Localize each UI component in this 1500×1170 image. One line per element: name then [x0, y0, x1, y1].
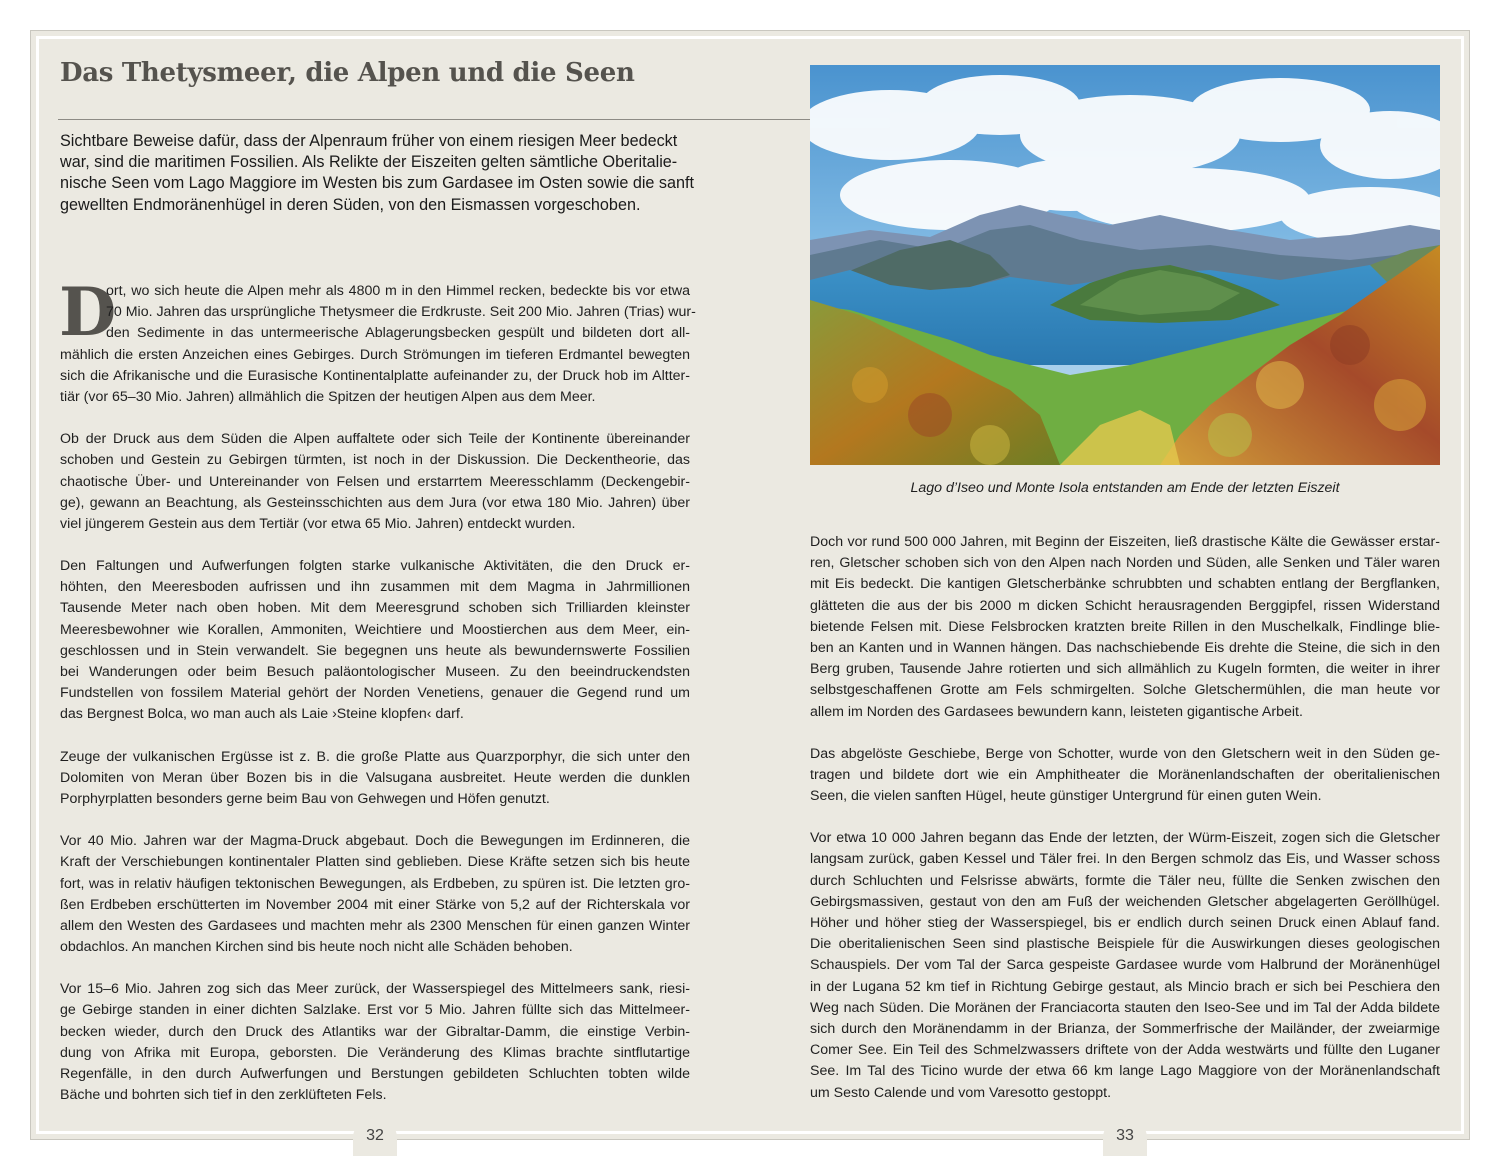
text-line: mit Eis bedeckt. Die kantigen Gletscherbänke schrubbten und schabten entlang der Bergflanken, — [810, 576, 1440, 593]
text-line: schoben und Gestein zu Gebirgen türmten, ist noch in der Diskussion. Die Deckentheorie, das — [60, 452, 690, 469]
text-line: Doch vor rund 500 000 Jahren, mit Beginn der Eiszeiten, ließ drastische Kälte die Gewässer erstar- — [810, 534, 1440, 550]
text-line: Porphyrplatten besonders gerne beim Bau von Gehwegen und Höfen genutzt. — [60, 790, 550, 807]
text-line: viel jüngerem Gestein aus dem Tertiär (vor etwa 65 Mio. Jahren) entdeckt wurden. — [60, 515, 576, 532]
text-line: Zeuge der vulkanischen Ergüsse ist z. B. die große Platte aus Quarzporphyr, die sich unter den — [60, 748, 690, 765]
body-paragraph — [60, 831, 690, 958]
text-line: bietende Felsen mit. Diese Felsbrocken kratzten breite Rillen in den Muschelkalk, Findlinge blie- — [810, 618, 1440, 635]
text-line: Fundstellen von fossilem Material gehört der Norden Venetiens, genauer die Gegend rund um — [60, 685, 690, 702]
text-line: 70 Mio. Jahren das ursprüngliche Thetysmeer die Erdkruste. Seit 200 Mio. Jahren (Trias) wur- — [106, 304, 696, 321]
text-line: ort, wo sich heute die Alpen mehr als 4800 m in den Himmel recken, bedeckte bis vor etwa — [106, 283, 690, 299]
text-line: sich die Afrikanische und die Eurasische Kontinentalplatte aufeinander zu, der Druck hob im Altter- — [60, 367, 690, 384]
page-number-left: 32 — [353, 1116, 397, 1156]
text-line: Berg gruben, Tausende Jahre rotierten und sich allmählich zu Kugeln formten, die weiter in ihrer — [810, 661, 1440, 678]
right-body-column — [810, 532, 1440, 1125]
text-line: Bäche und bohrten sich tief in den zerklüfteten Fels. — [60, 1087, 387, 1104]
text-line: den Sedimente in das untermeerische Ablagerungsbecken gespült und bildeten dort all- — [106, 325, 690, 342]
body-paragraph — [810, 532, 1440, 723]
text-line: geschlossen und in Stein verwandelt. Sie begegnen uns heute als bewundernswerte Fossilien — [60, 642, 690, 659]
body-paragraph — [59, 273, 696, 408]
text-line: Meeresbewohner wie Korallen, Ammoniten, Weichtiere und Moostierchen aus dem Meer, ein- — [60, 621, 690, 638]
text-line: Gebirgsmassiven, gestaut von den am Fuß der weichenden Gletscher abgelagerten Geröllhügel. — [810, 893, 1440, 910]
text-line: ren, Gletscher schoben sich von den Alpen nach Norden und Süden, alle Senken und Täler waren — [810, 555, 1440, 572]
text-line: Die oberitalienischen Seen sind plastische Beispiele für die Auswirkungen dieses geologischen — [810, 936, 1440, 953]
page-title: Das Thetysmeer, die Alpen und die Seen — [60, 58, 635, 88]
text-line: Vor 40 Mio. Jahren war der Magma-Druck abgebaut. Doch die Bewegungen im Erdinneren, die — [60, 833, 690, 850]
text-line: glätteten die aus der bis 2000 m dicken Schicht herausragenden Berggipfel, rissen Widerstand — [810, 597, 1440, 614]
text-line: tiär (vor 65–30 Mio. Jahren) allmählich die Spitzen der heutigen Alpen aus dem Meer. — [60, 388, 596, 405]
intro-paragraph — [60, 131, 700, 216]
text-line: obdachlos. An manchen Kirchen sind bis heute noch nicht alle Schäden behoben. — [60, 939, 573, 956]
title-rule — [58, 119, 810, 120]
body-paragraph — [60, 429, 690, 535]
body-paragraph — [60, 979, 690, 1106]
text-line: chaotische Über- und Untereinander von Felsen und erstarrtem Meeresschlamm (Deckengebir- — [60, 473, 690, 490]
lake-photo — [810, 65, 1440, 465]
text-line: See. Im Tal des Ticino wurde der etwa 66 km lange Lago Maggiore von der Moränenlandschaft — [810, 1063, 1440, 1080]
text-line: selbstgeschaffenen Grotte am Fels schmirgelten. Solche Gletschermühlen, die man heute vor — [810, 682, 1440, 699]
text-line: allem den Westen des Gardasees und machten mehr als 2300 Menschen für einen ganzen Winter — [60, 917, 690, 934]
text-line: Regenfälle, in den durch Aufwerfungen und Berstungen gebildeten Schluchten tobten wilde — [60, 1066, 690, 1082]
text-line: um Sesto Calende und vom Varesotto gestoppt. — [810, 1084, 1112, 1101]
intro-line: nische Seen vom Lago Maggiore im Westen bis zum Gardasee im Osten sowie die sanft — [60, 174, 695, 193]
text-line: Den Faltungen und Aufwerfungen folgten starke vulkanische Aktivitäten, die den Druck er- — [60, 558, 690, 575]
text-line: Vor 15–6 Mio. Jahren zog sich das Meer zurück, der Wasserspiegel des Mittelmeers sank, riesi- — [60, 981, 690, 998]
text-line: Höher und höher stieg der Wasserspiegel, bis er endlich durch seinen Druck einen Ablauf fand. — [810, 915, 1440, 931]
page-number-right: 33 — [1103, 1116, 1147, 1156]
text-line: Dolomiten von Meran über Bozen bis in die Valsugana ausbreitet. Heute werden die dunklen — [60, 769, 690, 786]
text-line: Tausende Meter nach oben hoben. Mit dem Meeresgrund schoben sich Trilliarden kleinster — [60, 600, 690, 617]
body-paragraph — [60, 556, 690, 726]
text-line: becken wieder, durch den Druck des Atlantiks war der Gibraltar-Damm, die einstige Verbin- — [60, 1023, 690, 1040]
text-line: ge Gebirge standen in einer dichten Salzlake. Erst vor 5 Mio. Jahren füllte sich das Mittelmeer- — [60, 1002, 690, 1019]
text-line: Comer See. Ein Teil des Schmelzwassers driftete von der Adda westwärts und füllte den Luganer — [810, 1042, 1440, 1059]
intro-line: war, sind die maritimen Fossilien. Als Relikte der Eiszeiten gelten sämtliche Oberitalie- — [60, 153, 678, 172]
text-line: höhten, den Meeresboden aufrissen und ihn zusammen mit dem Magma in Jahrmillionen — [60, 579, 690, 596]
text-line: Kraft der Verschiebungen kontinentaler Platten sind geblieben. Diese Kräfte setzen sich bis heute — [60, 854, 690, 871]
text-line: das Bergnest Bolca, wo man auch als Laie ›Steine klopfen‹ darf. — [60, 706, 464, 723]
text-line: Das abgelöste Geschiebe, Berge von Schotter, wurde von den Gletschern weit in den Süden ge- — [810, 745, 1440, 762]
intro-line: Sichtbare Beweise dafür, dass der Alpenraum früher von einem riesigen Meer bedeckt — [60, 132, 678, 150]
text-line: ge), gewann an Beachtung, als Gesteinsschichten aus dem Jura (vor etwa 180 Mio. Jahren) über — [60, 494, 690, 511]
text-line: fort, was in relativ häufigen tektonischen Bewegungen, als Erdbeben, zu spüren ist. Die letzten gro- — [60, 875, 690, 892]
text-line: Ob der Druck aus dem Süden die Alpen auffaltete oder sich Teile der Kontinente übereinander — [60, 431, 690, 448]
body-paragraph — [810, 744, 1440, 808]
text-line: Seen, die vielen sanften Hügel, heute günstiger Untergrund für einen guten Wein. — [810, 788, 1322, 805]
text-line: ßen Erdbeben erschütterten im November 2004 mit einer Stärke von 5,2 auf der Richterskala vor — [60, 896, 690, 913]
text-line: sich durch den Moränendamm in der Brianza, der Sommerfrische der Mailänder, der zweiarmige — [810, 1020, 1440, 1037]
body-paragraph — [60, 747, 690, 811]
text-line: mählich die ersten Anzeichen eines Gebirges. Durch Strömungen im tieferen Erdmantel bewegten — [60, 346, 690, 363]
text-line: tragen und bildete dort wie ein Amphitheater die Moränenlandschaften der oberitalienischen — [810, 766, 1440, 783]
text-line: allem im Norden des Gardasees bewundern kann, leisteten gigantische Arbeit. — [810, 703, 1303, 720]
intro-line: gewellten Endmoränenhügel in deren Süden, von den Eismassen vorgeschoben. — [60, 195, 641, 214]
text-line: dung von Afrika mit Europa, geborsten. Die Veränderung des Klimas brachte sintflutartige — [60, 1044, 690, 1061]
text-line: Schauspiels. Der vom Tal der Sarca gespeiste Gardasee wurde vom Halbrund der Moränenhügel — [810, 957, 1440, 974]
text-line: ben an Kanten und in Wannen hängen. Das nachschiebende Eis drehte die Steine, die sich in den — [810, 639, 1440, 656]
text-line: in der Lugana 52 km tief in Richtung Gebirge gestaut, als Mincio brach er sich bei Peschiera den — [810, 978, 1440, 995]
drop-cap: D — [59, 273, 117, 351]
text-line: bei Wanderungen oder beim Besuch paläontologischer Museen. Zu den beeindruckendsten — [60, 664, 690, 680]
text-line: Weg nach Süden. Die Moränen der Franciacorta stauten den Iseo-See und im Tal der Adda bildete — [810, 999, 1440, 1016]
text-line: Vor etwa 10 000 Jahren begann das Ende der letzten, der Würm-Eiszeit, zogen sich die Gletscher — [810, 830, 1440, 847]
text-line: durch Schluchten und Felsrisse abwärts, formte die Täler neu, füllte die Senken zwischen den — [810, 872, 1440, 889]
text-line: langsam zurück, gaben Kessel und Täler frei. In den Bergen schmolz das Eis, und Wasser schoss — [810, 851, 1440, 868]
left-body-column — [59, 273, 696, 1127]
photo-caption: Lago d’Iseo und Monte Isola entstanden am Ende der letzten Eiszeit — [910, 480, 1340, 496]
body-paragraph — [810, 828, 1440, 1103]
